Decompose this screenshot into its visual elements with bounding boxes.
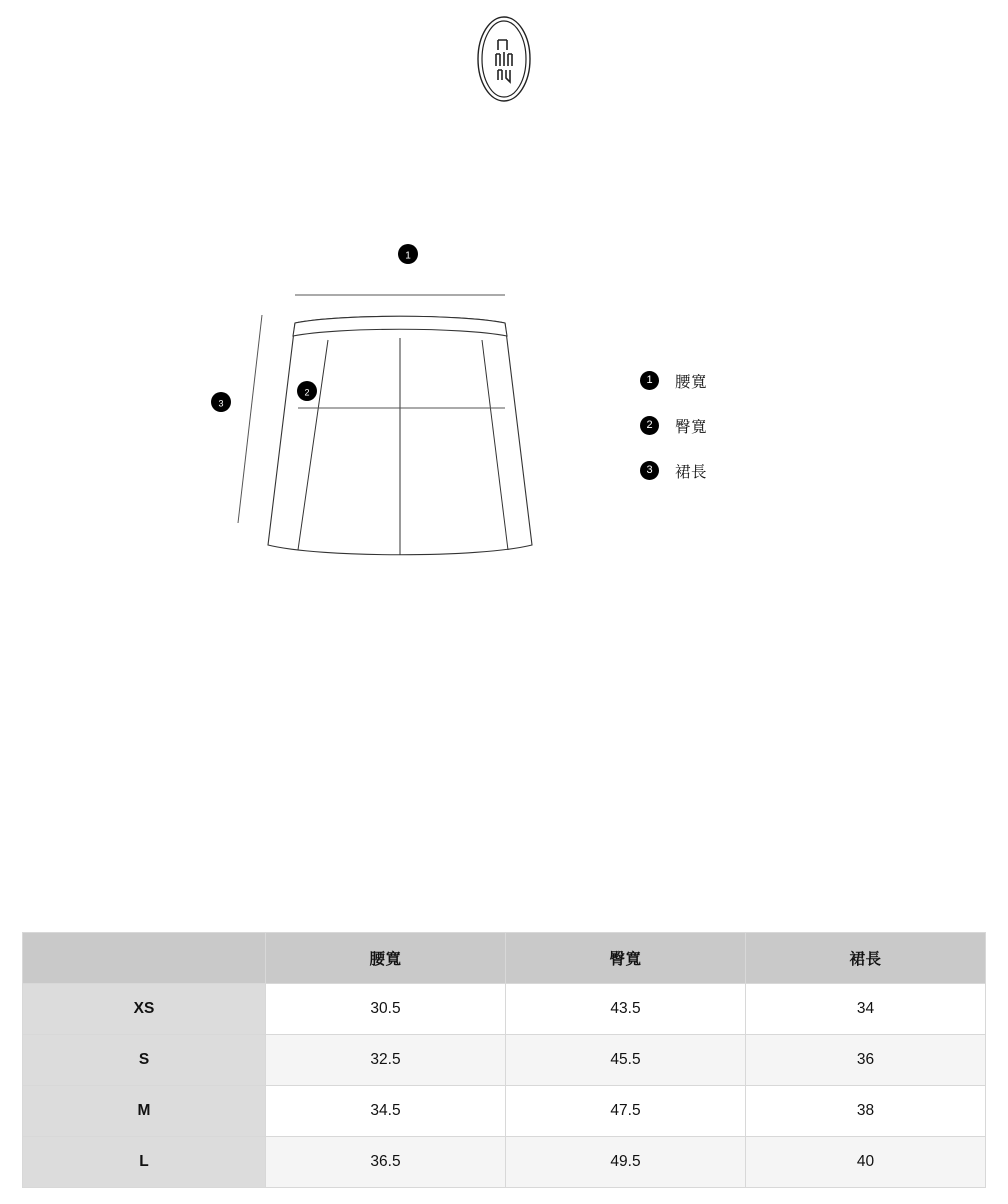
legend-label-hip: 臀寬 [675, 418, 708, 436]
table-corner-cell [23, 933, 266, 984]
size-chart-table [22, 932, 986, 1188]
cell-m-hip: 47.5 [506, 1086, 746, 1137]
cell-m-length: 38 [746, 1086, 986, 1137]
legend-label-waist: 腰寬 [675, 373, 708, 391]
legend-badge-3: 3 [640, 461, 659, 480]
cell-xs-waist: 30.5 [266, 984, 506, 1035]
row-size-l: L [23, 1137, 266, 1188]
table-row [23, 1086, 986, 1137]
measurement-diagram [150, 210, 630, 590]
cell-s-hip: 45.5 [506, 1035, 746, 1086]
table-row [23, 984, 986, 1035]
table-row [23, 1137, 986, 1188]
skirt-technical-drawing [150, 210, 630, 590]
svg-text:3: 3 [218, 398, 224, 409]
legend-item-waist [640, 358, 860, 403]
cell-xs-length: 34 [746, 984, 986, 1035]
svg-text:1: 1 [405, 250, 411, 262]
row-size-m: M [23, 1086, 266, 1137]
table-col-length: 裙長 [746, 933, 986, 984]
legend-badge-2: 2 [640, 416, 659, 435]
legend-item-length [640, 448, 860, 493]
logo-container [0, 14, 1008, 104]
row-size-xs: XS [23, 984, 266, 1035]
table-col-hip: 臀寬 [506, 933, 746, 984]
cell-s-waist: 32.5 [266, 1035, 506, 1086]
legend [640, 358, 860, 493]
table-header [23, 933, 986, 984]
cell-m-waist: 34.5 [266, 1086, 506, 1137]
cell-xs-hip: 43.5 [506, 984, 746, 1035]
table-col-waist: 腰寬 [266, 933, 506, 984]
table-body [23, 984, 986, 1188]
svg-text:2: 2 [304, 387, 310, 398]
cell-s-length: 36 [746, 1035, 986, 1086]
legend-badge-1: 1 [640, 371, 659, 390]
row-size-s: S [23, 1035, 266, 1086]
brand-logo-icon [474, 14, 534, 104]
legend-item-hip [640, 403, 860, 448]
table-header-row [23, 933, 986, 984]
cell-l-waist: 36.5 [266, 1137, 506, 1188]
cell-l-length: 40 [746, 1137, 986, 1188]
legend-label-length: 裙長 [675, 463, 708, 481]
cell-l-hip: 49.5 [506, 1137, 746, 1188]
table-row [23, 1035, 986, 1086]
